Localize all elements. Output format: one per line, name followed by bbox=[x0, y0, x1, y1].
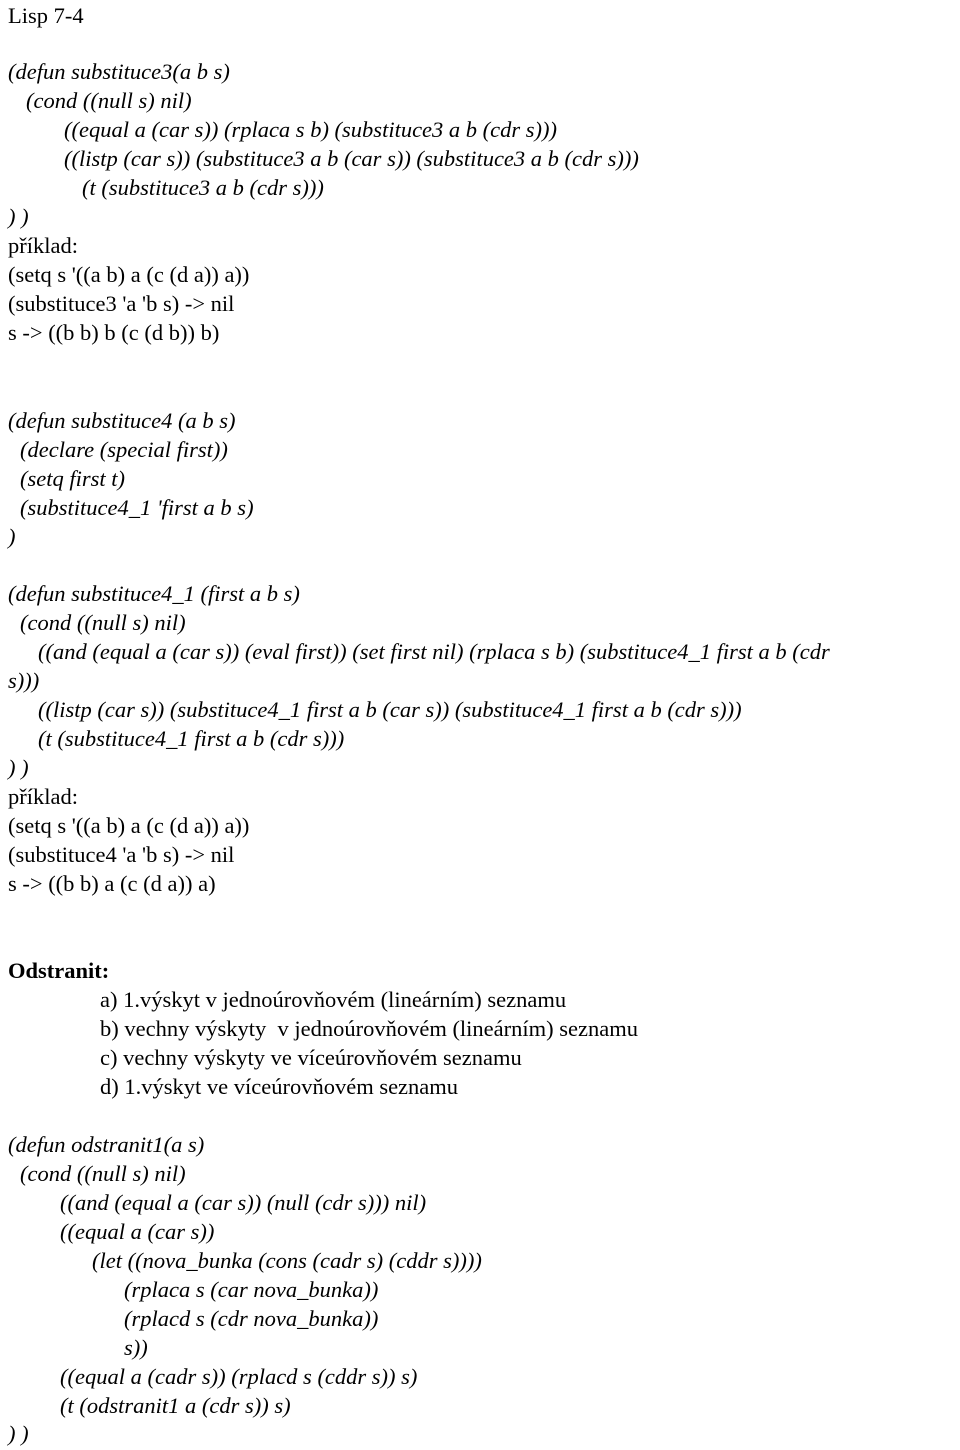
code-line: (defun substituce4 (a b s) bbox=[8, 408, 236, 433]
page-title: Lisp 7-4 bbox=[8, 3, 84, 28]
code-line: (rplacd s (cdr nova_bunka)) bbox=[124, 1306, 379, 1331]
code-line: (cond ((null s) nil) bbox=[20, 610, 186, 635]
code-line: s))) bbox=[8, 668, 40, 693]
code-line: ) ) bbox=[8, 204, 29, 229]
code-line: s)) bbox=[124, 1335, 148, 1360]
code-line: ((equal a (cadr s)) (rplacd s (cddr s)) s) bbox=[60, 1364, 418, 1389]
example-line: s -> ((b b) b (c (d b)) b) bbox=[8, 320, 220, 345]
code-line: (t (odstranit1 a (cdr s)) s) bbox=[60, 1393, 291, 1418]
code-line: ((equal a (car s)) bbox=[60, 1219, 215, 1244]
code-line: (defun odstranit1(a s) bbox=[8, 1132, 205, 1157]
list-item: a) 1.výskyt v jednoúrovňovém (lineárním) seznamu bbox=[100, 987, 567, 1012]
code-line: ((listp (car s)) (substituce3 a b (car s)) (substituce3 a b (cdr s))) bbox=[64, 146, 639, 171]
code-line: ((and (equal a (car s)) (null (cdr s))) nil) bbox=[60, 1190, 427, 1215]
list-item: b) vechny výskyty v jednoúrovňovém (lineárním) seznamu bbox=[100, 1016, 638, 1041]
code-line: (t (substituce3 a b (cdr s))) bbox=[82, 175, 324, 200]
code-line: (declare (special first)) bbox=[20, 437, 228, 462]
code-line: (let ((nova_bunka (cons (cadr s) (cddr s)))) bbox=[92, 1248, 482, 1273]
code-line: ) bbox=[8, 524, 16, 549]
code-line: ((listp (car s)) (substituce4_1 first a b (car s)) (substituce4_1 first a b (cdr s))) bbox=[38, 697, 742, 722]
code-line: ((and (equal a (car s)) (eval first)) (set first nil) (rplaca s b) (substituce4_1 first a b (cdr bbox=[38, 639, 830, 664]
example-line: (substituce4 'a 'b s) -> nil bbox=[8, 842, 235, 867]
code-line: ) ) bbox=[8, 755, 29, 780]
code-line: (cond ((null s) nil) bbox=[20, 1161, 186, 1186]
code-line: (rplaca s (car nova_bunka)) bbox=[124, 1277, 379, 1302]
code-line: (substituce4_1 'first a b s) bbox=[20, 495, 254, 520]
code-line: (defun substituce3(a b s) bbox=[8, 59, 230, 84]
example-line: (setq s '((a b) a (c (d a)) a)) bbox=[8, 262, 250, 287]
section-heading: Odstranit: bbox=[8, 958, 110, 983]
example-line: (substituce3 'a 'b s) -> nil bbox=[8, 291, 235, 316]
code-line: ) ) bbox=[8, 1421, 29, 1446]
example-label: příklad: bbox=[8, 233, 78, 258]
list-item: d) 1.výskyt ve víceúrovňovém seznamu bbox=[100, 1074, 459, 1099]
example-label: příklad: bbox=[8, 784, 78, 809]
example-line: (setq s '((a b) a (c (d a)) a)) bbox=[8, 813, 250, 838]
code-line: ((equal a (car s)) (rplaca s b) (substituce3 a b (cdr s))) bbox=[64, 117, 558, 142]
code-line: (defun substituce4_1 (first a b s) bbox=[8, 581, 300, 606]
code-line: (cond ((null s) nil) bbox=[26, 88, 192, 113]
list-item: c) vechny výskyty ve víceúrovňovém seznamu bbox=[100, 1045, 522, 1070]
code-line: (t (substituce4_1 first a b (cdr s))) bbox=[38, 726, 345, 751]
code-line: (setq first t) bbox=[20, 466, 125, 491]
example-line: s -> ((b b) a (c (d a)) a) bbox=[8, 871, 216, 896]
